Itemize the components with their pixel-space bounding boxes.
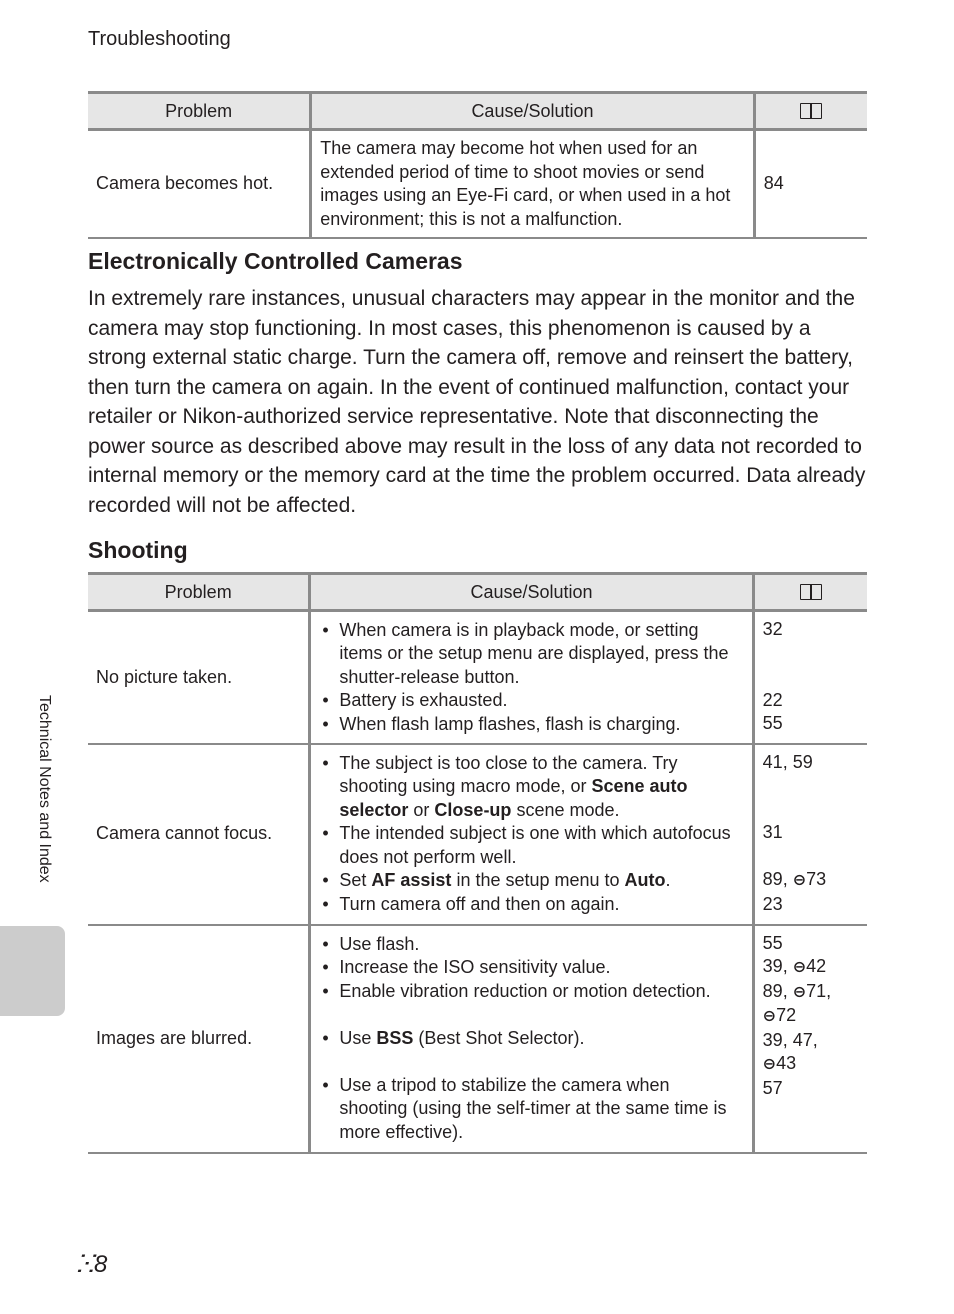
problem-cell: Images are blurred. — [88, 925, 310, 1153]
column-header-cause: Cause/Solution — [311, 93, 755, 130]
reference-section-icon: ⊖ — [762, 1056, 777, 1073]
page-ref: 32 — [762, 619, 783, 639]
problem-cell: No picture taken. — [88, 611, 310, 744]
side-tab-marker — [0, 926, 65, 1016]
troubleshooting-table-1 — [88, 91, 867, 239]
reference-section-icon: ⊖ — [762, 1008, 777, 1025]
page-ref: ⊖72 — [762, 1005, 797, 1025]
list-item: • Battery is exhausted. — [319, 689, 741, 713]
page-ref: 41, 59 — [762, 751, 813, 772]
section-heading-shooting: Shooting — [88, 537, 188, 563]
page-ref: 89, ⊖73 — [762, 869, 827, 889]
problem-cell: Camera cannot focus. — [88, 744, 310, 925]
list-item: • When flash lamp flashes, flash is charging. — [319, 713, 741, 737]
reference-section-icon: ⊖ — [792, 983, 807, 1001]
page-number: ⵘ8 — [76, 1251, 108, 1278]
list-item: • Use BSS (Best Shot Selector). — [319, 1027, 741, 1051]
section-body-electronic: In extremely rare instances, unusual characters may appear in the monitor and the camera may stop functioning. In most cases, this phenomenon is caused by a strong external static charge. Turn the camera off, remove and reinsert the battery, then turn the camera on again. In the event of continued malfunction, contact your retailer or Nikon-authorized service representative. Note that disconnecting the power source as described above may result in the loss of any data not recorded to internal memory or the memory card at the time the problem occurred. Data already recorded will not be affected. — [88, 287, 866, 517]
page-cell — [753, 744, 867, 925]
page-ref: 55 — [762, 713, 783, 733]
page-ref: ⊖43 — [762, 1053, 797, 1073]
list-item: • Use a tripod to stabilize the camera when shooting (using the self-timer at the same time is more effective). — [319, 1074, 741, 1145]
list-item: • The subject is too close to the camera. Try shooting using macro mode, or Scene auto selector or Close-up scene mode. — [319, 752, 741, 823]
shooting-table — [88, 572, 867, 1154]
page-ref: 22 — [762, 689, 783, 710]
cause-cell — [310, 611, 753, 744]
problem-cell: Camera becomes hot. — [88, 130, 311, 239]
cause-cell: The camera may become hot when used for an extended period of time to shoot movies or send images using an Eye-Fi card, or when used in a hot environment; this is not a malfunction. — [311, 130, 755, 239]
column-header-page — [754, 93, 867, 130]
page-ref: 23 — [762, 893, 783, 914]
list-item: • Increase the ISO sensitivity value. — [319, 956, 741, 980]
book-icon — [800, 584, 822, 601]
reference-section-icon: ⊖ — [792, 959, 807, 976]
technical-notes-icon: ⵘ — [76, 1251, 94, 1278]
list-item: • Set AF assist in the setup menu to Auto. — [319, 869, 741, 893]
side-tab-label: Technical Notes and Index — [36, 695, 53, 883]
column-header-cause: Cause/Solution — [310, 574, 753, 611]
page-ref: 57 — [762, 1077, 783, 1098]
page-ref: 89, ⊖71, — [762, 980, 832, 1001]
column-header-page — [753, 574, 867, 611]
reference-section-icon: ⊖ — [792, 872, 807, 889]
running-header: Troubleshooting — [88, 28, 231, 50]
page-ref: 31 — [762, 822, 783, 842]
cause-cell — [310, 925, 753, 1153]
book-icon — [800, 103, 822, 120]
cause-cell — [310, 744, 753, 925]
page-cell: 84 — [754, 130, 867, 239]
list-item: • The intended subject is one with which autofocus does not perform well. — [319, 822, 741, 869]
page-ref: 55 — [762, 932, 783, 953]
list-item: • Use flash. — [319, 933, 741, 957]
table-row — [88, 130, 867, 239]
column-header-problem: Problem — [88, 93, 311, 130]
column-header-problem: Problem — [88, 574, 310, 611]
table-row — [88, 611, 867, 744]
page-ref: 39, ⊖42 — [762, 956, 827, 976]
page-cell — [753, 611, 867, 744]
section-heading-electronic: Electronically Controlled Cameras — [88, 248, 463, 274]
list-item: • Turn camera off and then on again. — [319, 893, 741, 917]
list-item: • Enable vibration reduction or motion detection. — [319, 980, 741, 1004]
list-item: • When camera is in playback mode, or setting items or the setup menu are displayed, press the shutter-release button. — [319, 619, 741, 690]
table-row — [88, 925, 867, 1153]
page-ref: 39, 47, — [762, 1029, 818, 1050]
page-cell — [753, 925, 867, 1153]
table-row — [88, 744, 867, 925]
